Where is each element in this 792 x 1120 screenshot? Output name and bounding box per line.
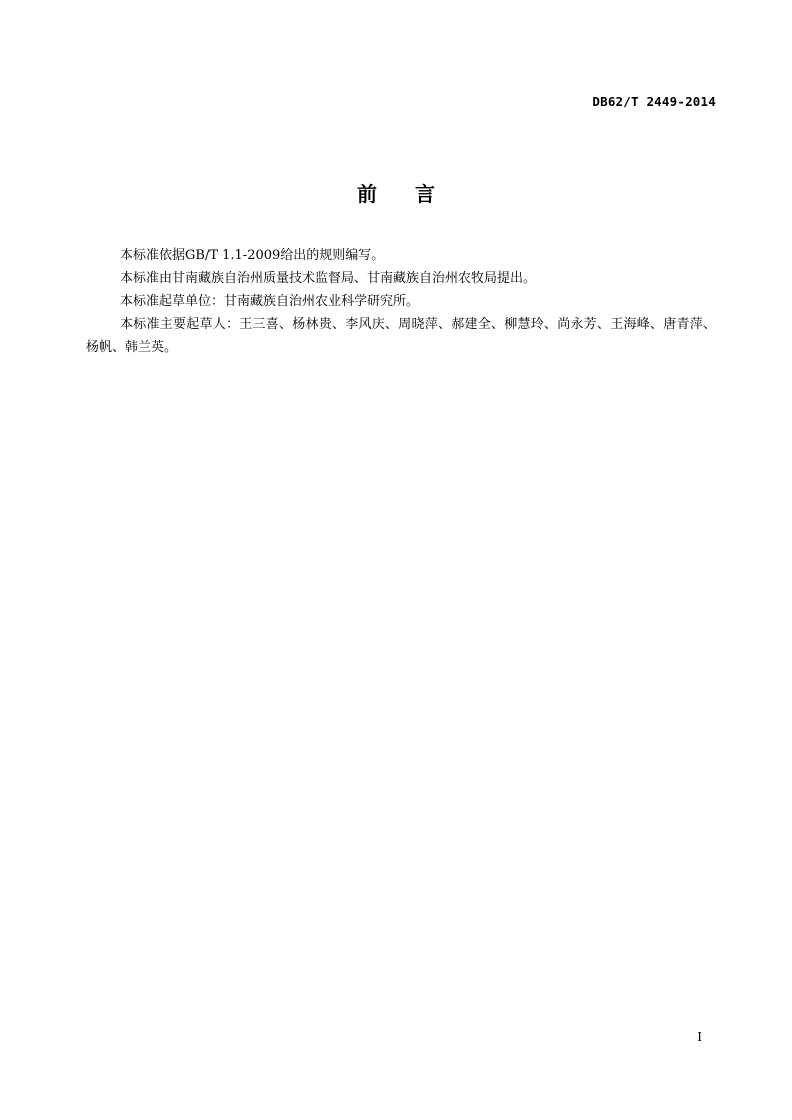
- paragraph-drafting-rules: 本标准依据GB/T 1.1-2009给出的规则编写。: [120, 248, 385, 263]
- page-title-char-2: 言: [415, 182, 435, 206]
- paragraph-main-drafters: 本标准主要起草人：王三喜、杨林贵、李风庆、周晓萍、郝建全、柳慧玲、尚永芳、王海峰、唐青萍、杨帆、韩兰英。: [86, 317, 716, 355]
- page-number: I: [697, 1030, 702, 1044]
- page-title-char-1: 前: [357, 182, 377, 206]
- document-code: DB62/T 2449-2014: [592, 94, 716, 109]
- foreword-body: [86, 244, 716, 359]
- paragraph-proposed-by: 本标准由甘南藏族自治州质量技术监督局、甘南藏族自治州农牧局提出。: [120, 271, 537, 286]
- page-title: [0, 178, 792, 207]
- paragraph-drafting-unit: 本标准起草单位：甘南藏族自治州农业科学研究所。: [120, 294, 420, 309]
